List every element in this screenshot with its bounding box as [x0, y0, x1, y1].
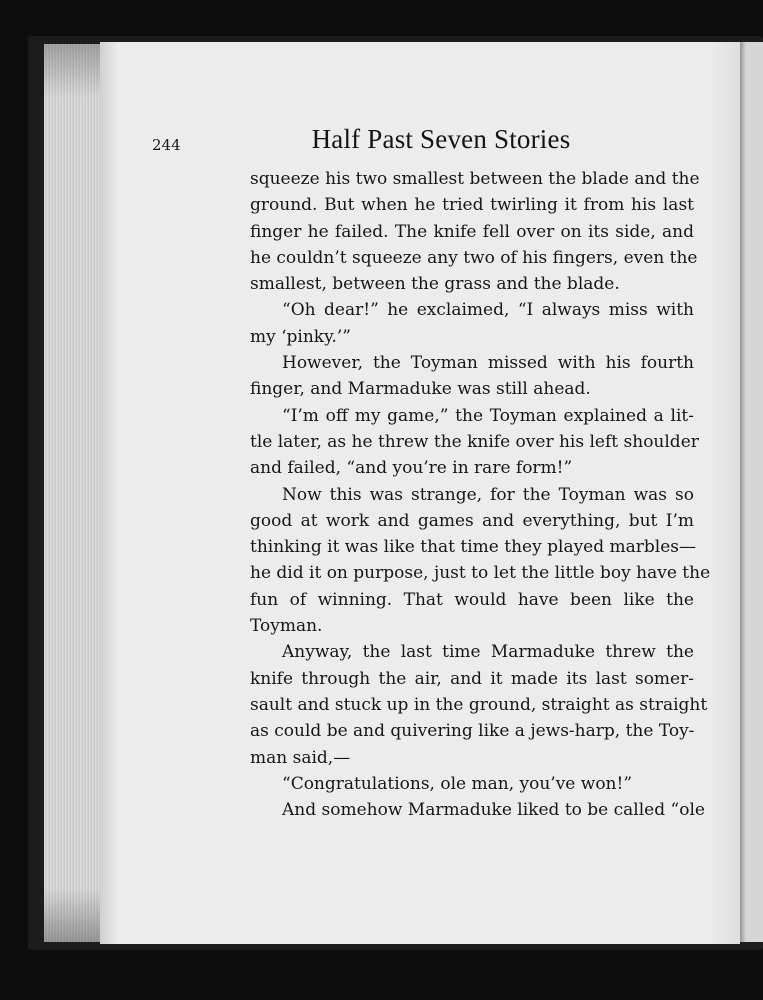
text-line: man said,—: [250, 747, 351, 768]
text-line: and failed, “and you’re in rare form!”: [250, 458, 573, 479]
text-line: he couldn’t squeeze any two of his fingers, even the: [250, 247, 698, 268]
text-line: sault and stuck up in the ground, straight as straight: [250, 694, 708, 715]
text-line: Now this was strange, for the Toyman was so: [282, 484, 694, 505]
text-line: he did it on purpose, just to let the little boy have the: [250, 563, 711, 584]
running-head: [152, 124, 700, 164]
text-line: good at work and games and everything, but I’m: [250, 510, 694, 531]
text-line: “I’m off my game,” the Toyman explained a lit-: [282, 405, 694, 426]
text-line: fun of winning. That would have been like the: [250, 589, 694, 610]
text-line: as could be and quivering like a jews-harp, the Toy-: [250, 721, 695, 742]
text-line: And somehow Marmaduke liked to be called “ole: [282, 800, 705, 821]
page-number: 244: [152, 136, 181, 154]
text-line: “Congratulations, ole man, you’ve won!”: [282, 773, 633, 794]
text-line: Anyway, the last time Marmaduke threw the: [282, 642, 694, 663]
text-line: tle later, as he threw the knife over his left shoulder: [250, 431, 699, 452]
text-line: However, the Toyman missed with his fourth: [282, 353, 694, 374]
body-text: [250, 166, 711, 823]
text-line: finger he failed. The knife fell over on its side, and: [250, 221, 694, 242]
text-line: smallest, between the grass and the blade.: [250, 274, 620, 295]
facing-page-edge: [740, 42, 763, 942]
text-line: thinking it was like that time they played marbles—: [250, 537, 697, 558]
text-line: finger, and Marmaduke was still ahead.: [250, 379, 591, 400]
text-line: ground. But when he tried twirling it from his last: [250, 195, 694, 216]
text-line: “Oh dear!” he exclaimed, “I always miss with: [282, 300, 694, 321]
running-title: Half Past Seven Stories: [311, 124, 571, 154]
page-edges: [44, 44, 102, 942]
text-line: Toyman.: [250, 616, 323, 637]
text-line: my ‘pinky.’”: [250, 326, 351, 347]
text-line: knife through the air, and it made its last somer-: [250, 668, 694, 689]
text-line: squeeze his two smallest between the blade and the: [250, 169, 700, 189]
